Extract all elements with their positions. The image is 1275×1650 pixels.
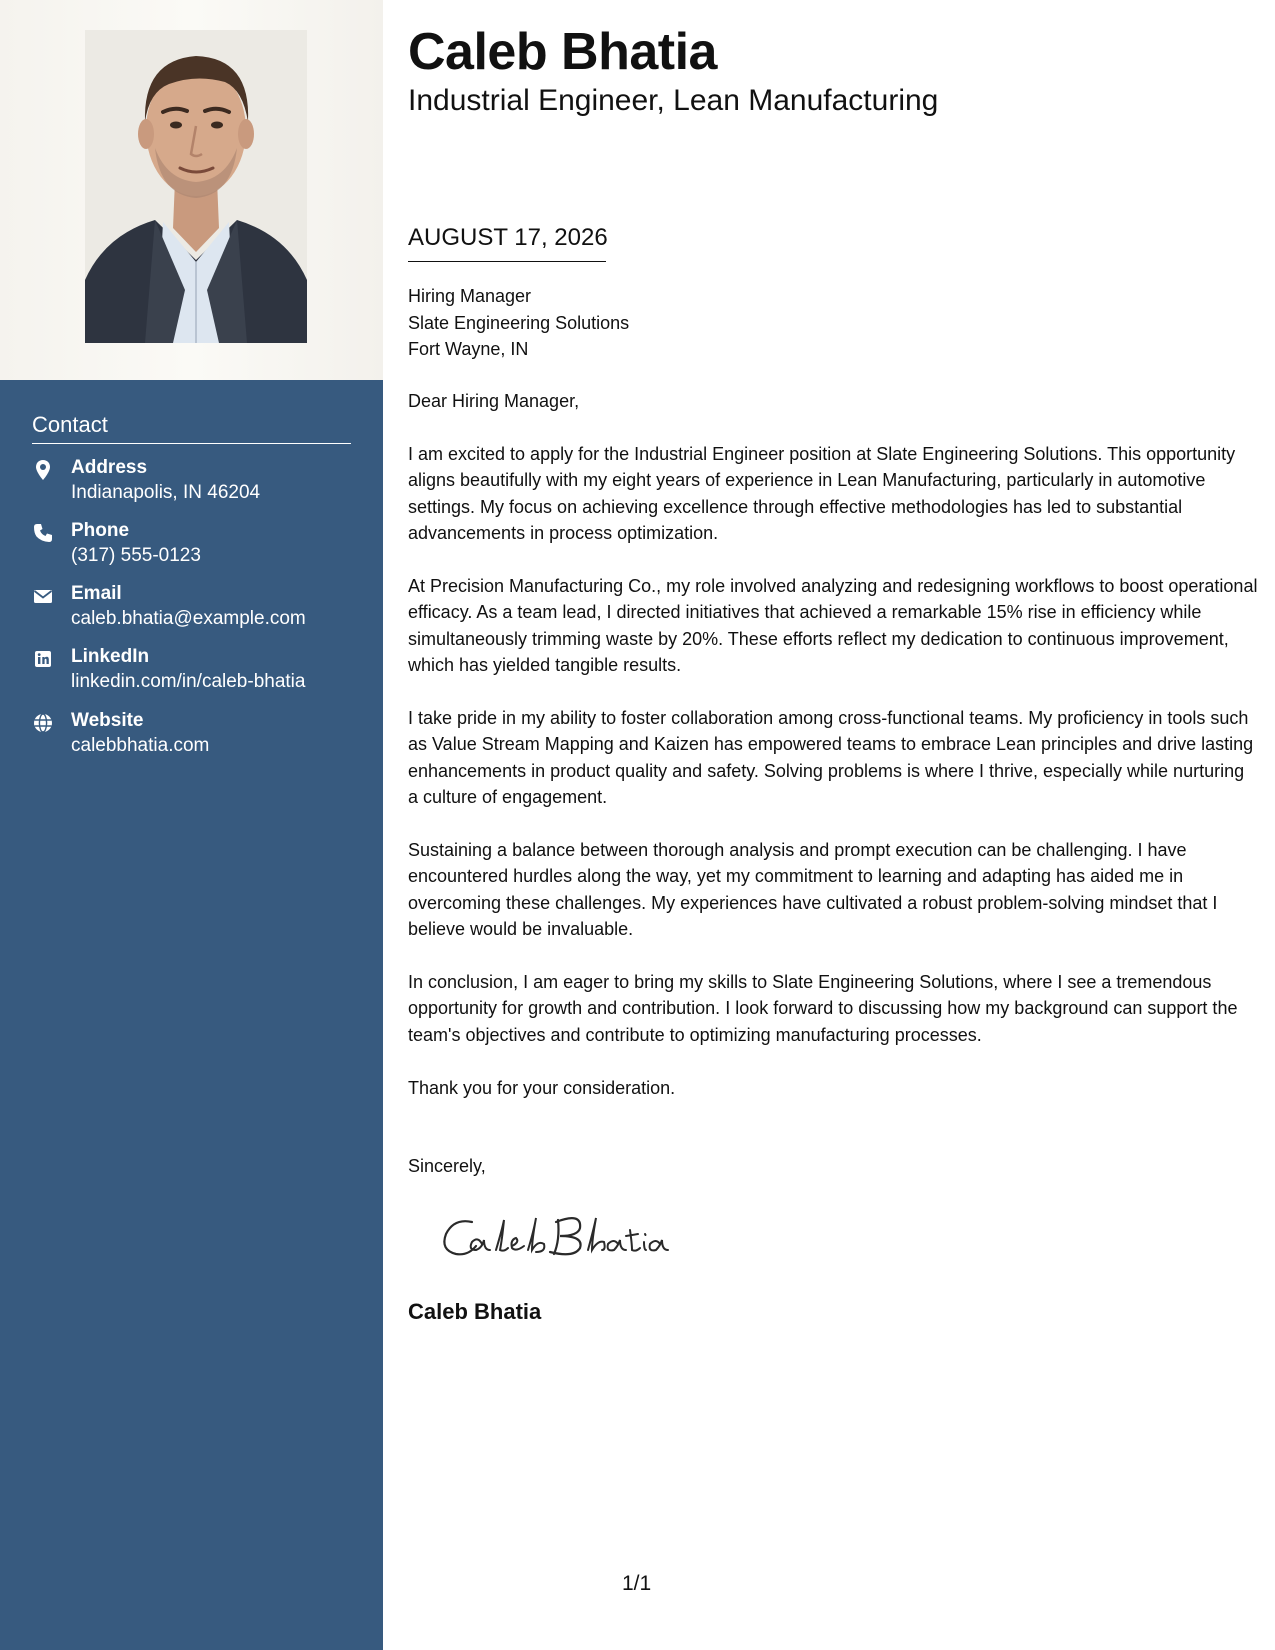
globe-icon <box>32 712 54 734</box>
contact-divider <box>32 443 351 444</box>
linkedin-icon <box>32 648 54 670</box>
phone-label: Phone <box>71 520 130 541</box>
signer-name: Caleb Bhatia <box>408 1299 542 1324</box>
salutation: Dear Hiring Manager, <box>408 391 580 411</box>
date-underline <box>408 261 606 262</box>
address-value: Indianapolis, IN 46204 <box>71 482 261 503</box>
phone-value[interactable]: (317) 555-0123 <box>71 545 201 566</box>
recipient-location: Fort Wayne, IN <box>408 339 529 359</box>
sidebar <box>0 0 383 1650</box>
body-paragraph: Sustaining a balance between thorough analysis and prompt execution can be challenging. I have encountered hurdles along the way, yet my commitment to learning and adapting has aided me in overcoming these challenges. My experiences have cultivated a robust problem-solving mindset that I believe would be invaluable. <box>408 840 1218 940</box>
body-paragraph: At Precision Manufacturing Co., my role involved analyzing and redesigning workflows to boost operational efficacy. As a team lead, I directed initiatives that achieved a remarkable 15% rise in efficiency while simultaneously trimming waste by 20%. These efforts reflect my dedication to continuous improvement, which has yielded tangible results. <box>408 576 1258 676</box>
page-number: 1/1 <box>622 1572 652 1595</box>
email-value[interactable]: caleb.bhatia@example.com <box>71 608 306 629</box>
address-label: Address <box>71 457 148 478</box>
email-label: Email <box>71 583 122 604</box>
website-label: Website <box>71 710 144 731</box>
linkedin-value[interactable]: linkedin.com/in/caleb-bhatia <box>71 671 306 692</box>
body-paragraph: Thank you for your consideration. <box>408 1078 676 1098</box>
map-pin-icon <box>32 459 54 481</box>
body-paragraph: I am excited to apply for the Industrial Engineer position at Slate Engineering Solutions. This opportunity aligns beautifully with my eight years of experience in Lean Manufacturing, particularly in automotive settings. My focus on achieving excellence through effective methodologies has led to substantial advancements in process optimization. <box>408 444 1236 544</box>
contact-title: Contact <box>32 412 108 437</box>
handwritten-signature <box>432 1200 672 1270</box>
applicant-title: Industrial Engineer, Lean Manufacturing <box>408 84 939 117</box>
body-paragraph: I take pride in my ability to foster collaboration among cross-functional teams. My proficiency in tools such as Value Stream Mapping and Kaizen has empowered teams to embrace Lean principles and drive lasting enhancements in product quality and safety. Solving problems is where I thrive, especially while nurturing a culture of engagement. <box>408 708 1254 808</box>
recipient-name: Hiring Manager <box>408 286 532 306</box>
letter-date: AUGUST 17, 2026 <box>408 224 608 251</box>
phone-icon <box>32 522 54 544</box>
website-value[interactable]: calebbhatia.com <box>71 735 210 756</box>
closing: Sincerely, <box>408 1156 486 1176</box>
photo-area <box>0 0 383 380</box>
recipient-block <box>408 283 629 363</box>
applicant-name: Caleb Bhatia <box>408 23 717 81</box>
body-paragraph: In conclusion, I am eager to bring my skills to Slate Engineering Solutions, where I see a tremendous opportunity for growth and contribution. I look forward to discussing how my background can support the team's objectives and contribute to optimizing manufacturing processes. <box>408 972 1238 1045</box>
profile-photo <box>85 30 307 343</box>
linkedin-label: LinkedIn <box>71 646 150 667</box>
recipient-company: Slate Engineering Solutions <box>408 312 630 333</box>
envelope-icon <box>32 585 54 607</box>
